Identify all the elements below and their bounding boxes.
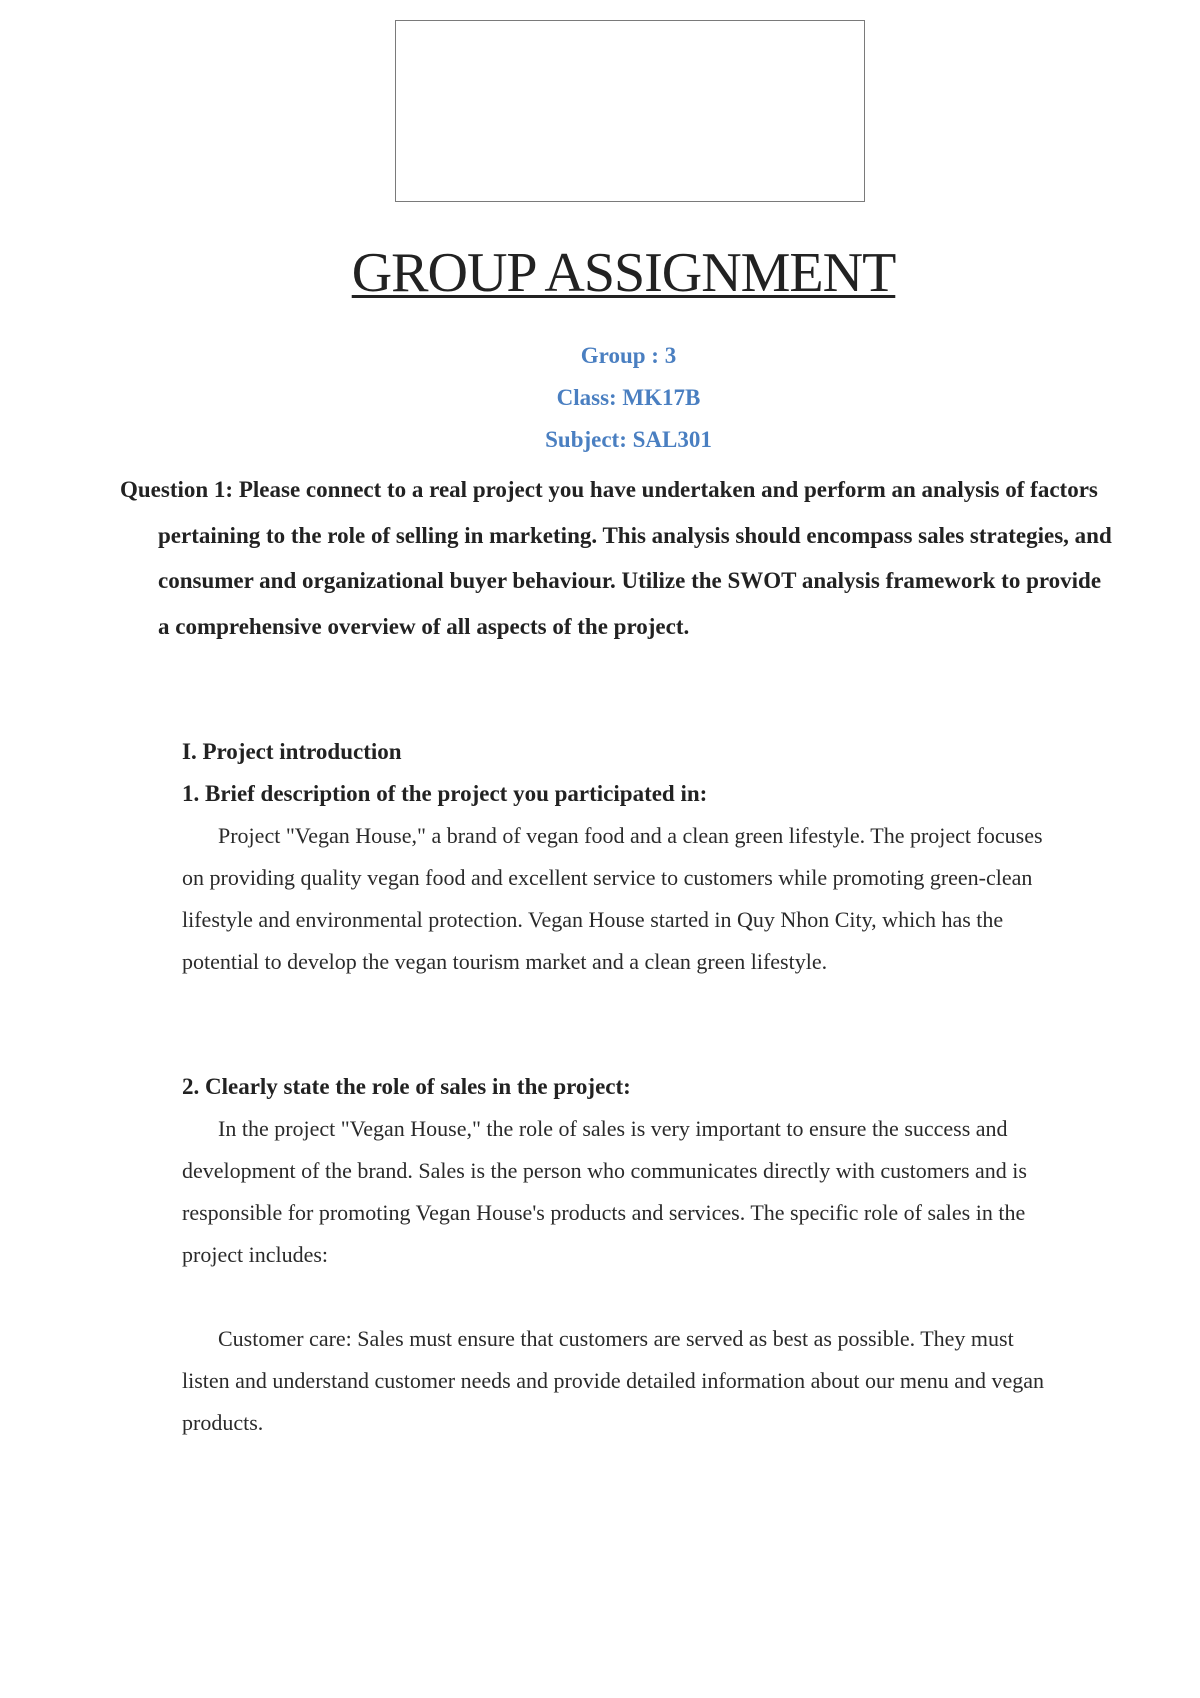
class-name: Class: MK17B [556, 385, 701, 410]
paragraph-project-description: Project "Vegan House," a brand of vegan food and a clean green lifestyle. The project focuses on providing quality vegan food and excellent service to customers while promoting green-clean lifestyle and environmental protection. Vegan House started in Quy Nhon City, which has the potential to develop the vegan tourism market and a clean green lifestyle. [182, 823, 1043, 974]
paragraph-role-of-sales: In the project "Vegan House," the role of sales is very important to ensure the success and development of the brand. Sales is the person who communicates directly with customers and is responsible for promoting Vegan House's products and services. The specific role of sales in the project includes: [182, 1116, 1027, 1267]
group-number: Group : 3 [580, 343, 677, 368]
subheading-brief-description: 1. Brief description of the project you participated in: [182, 781, 708, 806]
subheading-role-of-sales: 2. Clearly state the role of sales in the project: [182, 1074, 631, 1099]
section-heading-project-introduction: I. Project introduction [182, 739, 402, 764]
logo-placeholder [395, 20, 865, 202]
paragraph-customer-care: Customer care: Sales must ensure that customers are served as best as possible. They must listen and understand customer needs and provide detailed information about our menu and vegan products. [182, 1326, 1045, 1435]
page-title: GROUP ASSIGNMENT [351, 242, 896, 304]
subject-code: Subject: SAL301 [545, 427, 712, 452]
question-text: Question 1: Please connect to a real project you have undertaken and perform an analysis of factors pertaining to the role of selling in marketing. This analysis should encompass sales strategies, and consumer and organizational buyer behaviour. Utilize the SWOT analysis framework to provide a comprehensive overview of all aspects of the project. [120, 477, 1112, 639]
